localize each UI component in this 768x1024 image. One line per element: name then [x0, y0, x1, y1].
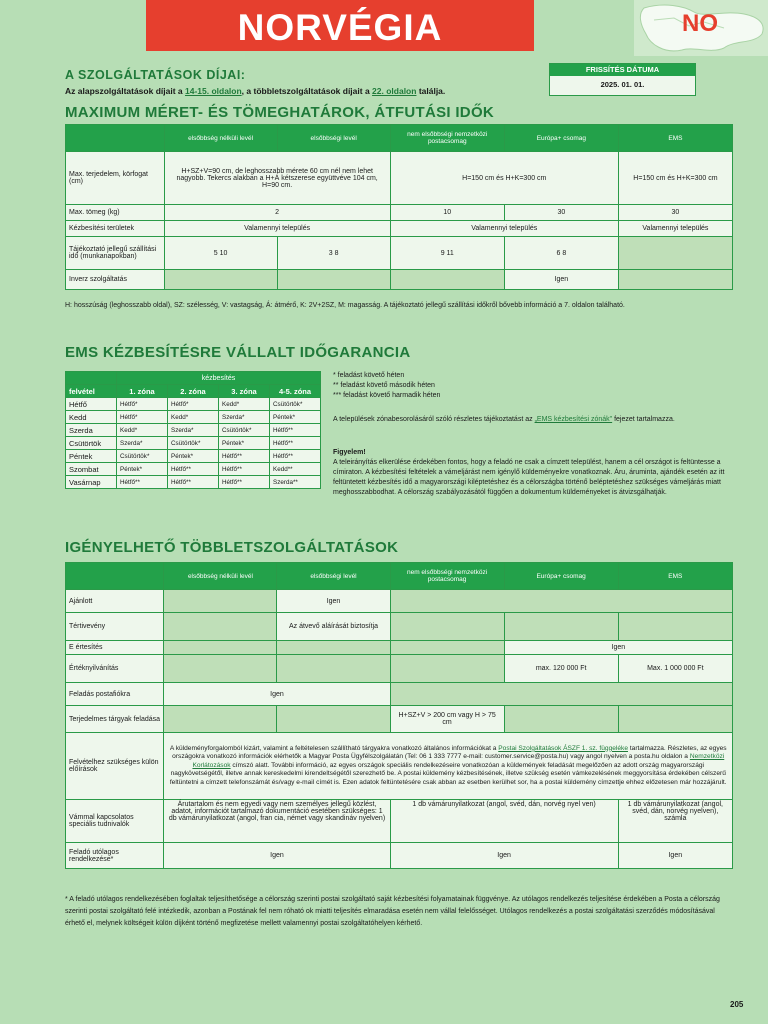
row-label: Feladás postafiókra [66, 683, 164, 706]
ems-col-header: 2. zóna [168, 385, 219, 398]
letter-weight-cell: 2 [164, 205, 390, 221]
row-label: Max. tömeg (kg) [66, 205, 165, 221]
update-box [549, 63, 696, 96]
fees-text-1: Az alapszolgáltatások díjait a [65, 86, 185, 96]
ems-zone-cell: Szerda** [270, 476, 321, 489]
ems-col-header: 4-5. zóna [270, 385, 321, 398]
empty-cell [390, 590, 732, 613]
limits-table [65, 124, 733, 290]
attention-title: Figyelem! [333, 449, 366, 456]
ems-row [66, 476, 321, 489]
row-label: Max. terjedelem, körfogat (cm) [66, 152, 165, 205]
ems-row [66, 437, 321, 450]
ems-zone-cell: Kedd** [270, 463, 321, 476]
ems-zone-cell: Hétfő** [270, 437, 321, 450]
ems-col-header: 3. zóna [219, 385, 270, 398]
req-text-1: A küldeményforgalomból kizárt, valamint a feltételesen szállítható tárgyakra vonatkozó általános információkat a [169, 744, 499, 752]
transit-cell: 5 10 [164, 237, 277, 270]
empty-cell [390, 641, 504, 655]
zone-info [333, 415, 728, 425]
ems-heading: EMS KÉZBESÍTÉSRE VÁLLALT IDŐGARANCIA [65, 344, 411, 361]
aszf-link[interactable]: Postai Szolgáltatások ÁSZF 1. sz. függeléke [498, 744, 628, 752]
req-text-3: címszó alatt. További információ, az egyes országok speciális rendelkezéseire vonatkozóan a küldemények feladását megelőzően az adott ország magyarországi nagykövetségétől, illetve annak kereskedelmi kirendeltségétől szerezhető be. A postai küldemény kézbesítésének, illetve szükség esetén vámkezelésének meggyorsítása érdekében célszerű feltüntetni a címzett telefonszámát és/vagy e-mail címét is. Ezen adatok feltüntetésére csak abban az esetben kerülhet sor, ha a postai küldemény címzettje ehhez előzetesen már hozzájárult. [169, 761, 727, 786]
ems-zone-cell: Hétfő** [219, 463, 270, 476]
ems-zone-cell: Péntek* [168, 450, 219, 463]
row-label: Tájékoztató jellegű szállítási idő (munkanapokban) [66, 237, 165, 270]
ems-col-header: 1. zóna [117, 385, 168, 398]
ems-day-cell: Hétfő [66, 398, 117, 411]
customs-parcel-cell: 1 db vámárunyilatkozat (angol, svéd, dán, norvég nyel ven) [390, 800, 618, 843]
row-label: E értesítés [66, 641, 164, 655]
ems-zone-cell: Csütörtök* [219, 424, 270, 437]
ems-zone-cell: Hétfő** [270, 424, 321, 437]
ems-zone-cell: Kedd* [117, 424, 168, 437]
empty-cell [164, 641, 277, 655]
ems-zone-cell: Hétfő** [117, 476, 168, 489]
country-code: NO [682, 10, 718, 37]
empty-cell [390, 613, 504, 641]
ems-row [66, 463, 321, 476]
row-label: Terjedelmes tárgyak feladása [66, 706, 164, 733]
ems-zone-cell: Csütörtök* [270, 398, 321, 411]
ems-col-header: felvétel [66, 385, 117, 398]
ems-zone-cell: Hétfő** [168, 476, 219, 489]
fees-link-extra[interactable]: 22. oldalon [372, 86, 417, 96]
ems-zone-cell: Hétfő** [219, 476, 270, 489]
transit-cell: 6 8 [504, 237, 618, 270]
extra-col-header: elsőbbség nélküli levél [164, 563, 277, 590]
row-label: Vámmal kapcsolatos speciális tudnivalók [66, 800, 164, 843]
fees-heading: A SZOLGÁLTATÁSOK DÍJAI: [65, 68, 246, 82]
letter-size-cell: H+SZ+V=90 cm, de leghosszabb mérete 60 cm nél nem lehet nagyobb. Tekercs alakban a H+Á kétszerese együttvéve 104 cm, H=90 cm. [164, 152, 390, 205]
empty-cell [390, 683, 732, 706]
ems-group-header: kézbesítés [117, 372, 321, 385]
restrictions-link[interactable]: Nemzetközi Korlátozások [192, 753, 725, 769]
inverse-cell: Igen [504, 270, 618, 290]
limits-col-header: elsőbbségi levél [277, 125, 390, 152]
ems-zones-link[interactable]: „EMS kézbesítési zónák" [534, 416, 613, 423]
ems-day-cell: Péntek [66, 450, 117, 463]
row-label: Felvételhez szükséges külön előírások [66, 733, 164, 800]
attention-text: A teleirányítás elkerülése érdekében fontos, hogy a feladó ne csak a címzett települést, hanem a cél országot is feltüntesse a címiraton. A kézbesítési feltételek a vámeljárást nem igénylő küldeményekre vonatkoznak. Áru, áruminta, ajándék esetén az itt feltüntetett kézbesítés idő a magyarországi kiléptetéshez és a célországba történő beléptetéshez szükséges vámeljárás miatt meghosszabbodhat. A célország szabályozásától függően a dokumentum küldeményeket is átvizsgálhatják. [333, 459, 725, 496]
redirect-letter-cell: Igen [164, 843, 390, 869]
fees-text-2: , a többletszolgáltatások díjait a [241, 86, 373, 96]
ems-zone-cell: Péntek* [270, 411, 321, 424]
req-text-2: tartalmazza. Részletes, az egyes országokra vonatkozó információk elérhetők a Magyar Posta Ügyfélszolgálatán (Tel: 06 1 333 7777 e-mail: customer.service@posta.hu) vagy angol nyelven a posta.hu oldalon a [172, 744, 727, 761]
zone-text-1: A települések zónabesorolásáról szóló részletes tájékoztatást az [333, 416, 535, 423]
ems-zone-cell: Hétfő* [117, 398, 168, 411]
empty-cell [504, 706, 618, 733]
extra-corner [66, 563, 164, 590]
fees-intro [65, 86, 445, 96]
ems-zone-cell: Csütörtök* [117, 450, 168, 463]
zone-text-2: fejezet tartalmazza. [612, 416, 675, 423]
ems-zone-cell: Kedd* [168, 411, 219, 424]
ems-zone-cell: Hétfő* [168, 398, 219, 411]
ems-zone-cell: Szerda* [117, 437, 168, 450]
ems-zone-cell: Hétfő** [168, 463, 219, 476]
empty-cell [504, 613, 618, 641]
bulky-cell: H+SZ+V > 200 cm vagy H > 75 cm [390, 706, 504, 733]
fees-text-3: találja. [416, 86, 446, 96]
ems-corner [66, 372, 117, 385]
redirect-ems-cell: Igen [618, 843, 732, 869]
empty-cell [277, 655, 390, 683]
ems-zone-cell: Péntek* [117, 463, 168, 476]
row-label: Feladó utólagos rendelkezése* [66, 843, 164, 869]
ems-size-cell: H=150 cm és H+K=300 cm [618, 152, 732, 205]
limits-heading: MAXIMUM MÉRET- ÉS TÖMEGHATÁROK, ÁTFUTÁSI IDŐK [65, 104, 495, 121]
row-label: Kézbesítési területek [66, 221, 165, 237]
fees-link-basic[interactable]: 14-15. oldalon [184, 86, 242, 96]
limits-col-header: Európa+ csomag [504, 125, 618, 152]
extra-col-header: elsőbbségi levél [277, 563, 390, 590]
row-label: Értéknyilvánítás [66, 655, 164, 683]
empty-cell [277, 706, 390, 733]
legend-line: *** feladást követő harmadik héten [333, 392, 441, 399]
ems-zone-cell: Hétfő** [219, 450, 270, 463]
empty-cell [164, 590, 277, 613]
empty-cell [164, 706, 277, 733]
ems-zone-cell: Szerda* [219, 411, 270, 424]
pobox-cell: Igen [164, 683, 390, 706]
ems-day-cell: Csütörtök [66, 437, 117, 450]
empty-cell [618, 613, 732, 641]
limits-footnote: H: hosszúság (leghosszabb oldal), SZ: szélesség, V: vastagság, Á: átmérő, K: 2V+2SZ, M: magasság. A tájékoztató jellegű szállítási időkről bővebb információ a 7. oldalon található. [65, 302, 625, 309]
extra-col-header: EMS [618, 563, 732, 590]
row-label: Inverz szolgáltatás [66, 270, 165, 290]
empty-cell [277, 270, 390, 290]
return-receipt-cell: Az átvevő aláírását biztosítja [277, 613, 390, 641]
ems-area-cell: Valamennyi település [618, 221, 732, 237]
parcel-size-cell: H=150 cm és H+K=300 cm [390, 152, 618, 205]
update-date: 2025. 01. 01. [600, 80, 645, 89]
row-label: Tértivevény [66, 613, 164, 641]
ems-zone-cell: Hétfő** [270, 450, 321, 463]
ems-zone-cell: Hétfő* [117, 411, 168, 424]
empty-cell [164, 270, 277, 290]
attention-box [333, 448, 728, 498]
empty-cell [277, 641, 390, 655]
ems-day-cell: Kedd [66, 411, 117, 424]
transit-cell: 9 11 [390, 237, 504, 270]
ems-zone-cell: Kedd* [219, 398, 270, 411]
insured-ems-cell: Max. 1 000 000 Ft [618, 655, 732, 683]
empty-cell [390, 270, 504, 290]
extra-table [65, 562, 733, 869]
ems-row [66, 424, 321, 437]
ems-day-cell: Vasárnap [66, 476, 117, 489]
europa-weight-cell: 30 [504, 205, 618, 221]
ems-table [65, 371, 321, 489]
customs-letter-cell: Árutartalom és nem egyedi vagy nem személyes jellegű közlést, adatot, információt tartalmazó dokumentáció esetében szükséges: 1 db vámárunyilatkozat (angol, fran cia, német vagy skandináv nyelven) [164, 800, 390, 843]
extra-heading: IGÉNYELHETŐ TÖBBLETSZOLGÁLTATÁSOK [65, 539, 399, 556]
limits-col-header: elsőbbség nélküli levél [164, 125, 277, 152]
legend-line: * feladást követő héten [333, 372, 405, 379]
empty-cell [618, 270, 732, 290]
enotify-cell: Igen [504, 641, 732, 655]
ems-day-cell: Szombat [66, 463, 117, 476]
ems-row [66, 398, 321, 411]
empty-cell [618, 237, 732, 270]
parcel-area-cell: Valamennyi település [390, 221, 618, 237]
ems-row [66, 450, 321, 463]
ems-zone-cell: Szerda* [168, 424, 219, 437]
bottom-footnote: * A feladó utólagos rendelkezésében foglaltak teljesíthetősége a célország szerinti postai szolgáltató saját kézbesítési folyamatainak függvénye. Az utólagos rendelkezés teljesítése érdekében a Posta a célország szerinti postai szolgáltató felé intézkedik, azonban a Postának fel nem róható ok miatti teljesítés elmaradása esetén nem vállal felelősséget. Utólagos rendelkezés a postai szolgáltatási szerződés módosításával érhető el, melynek költségeit külön díjként történő megfizetése mellett valamennyi postai szolgáltatóhelyen kérhető. [65, 896, 720, 927]
requirements-cell [164, 733, 733, 800]
country-title: NORVÉGIA [146, 0, 534, 51]
empty-cell [164, 613, 277, 641]
limits-corner [66, 125, 165, 152]
empty-cell [618, 706, 732, 733]
customs-ems-cell: 1 db vámárunyilatkozat (angol, svéd, dán, norvég nyelven), számla [618, 800, 732, 843]
legend-line: ** feladást követő második héten [333, 382, 435, 389]
empty-cell [164, 655, 277, 683]
row-label: Ajánlott [66, 590, 164, 613]
ems-weight-cell: 30 [618, 205, 732, 221]
limits-col-header: EMS [618, 125, 732, 152]
redirect-parcel-cell: Igen [390, 843, 618, 869]
update-label: FRISSÍTÉS DÁTUMA [550, 64, 695, 76]
parcel-weight-cell: 10 [390, 205, 504, 221]
letter-area-cell: Valamennyi település [164, 221, 390, 237]
insured-europa-cell: max. 120 000 Ft [504, 655, 618, 683]
ems-legend [333, 371, 440, 401]
page-number: 205 [730, 1000, 744, 1009]
ems-zone-cell: Péntek* [219, 437, 270, 450]
extra-col-header: nem elsőbbségi nemzetközi postacsomag [390, 563, 504, 590]
ems-zone-cell: Csütörtök* [168, 437, 219, 450]
ems-day-cell: Szerda [66, 424, 117, 437]
extra-col-header: Európa+ csomag [504, 563, 618, 590]
ems-row [66, 411, 321, 424]
registered-cell: Igen [277, 590, 390, 613]
transit-cell: 3 8 [277, 237, 390, 270]
limits-col-header: nem elsőbbségi nemzetközi postacsomag [390, 125, 504, 152]
empty-cell [390, 655, 504, 683]
